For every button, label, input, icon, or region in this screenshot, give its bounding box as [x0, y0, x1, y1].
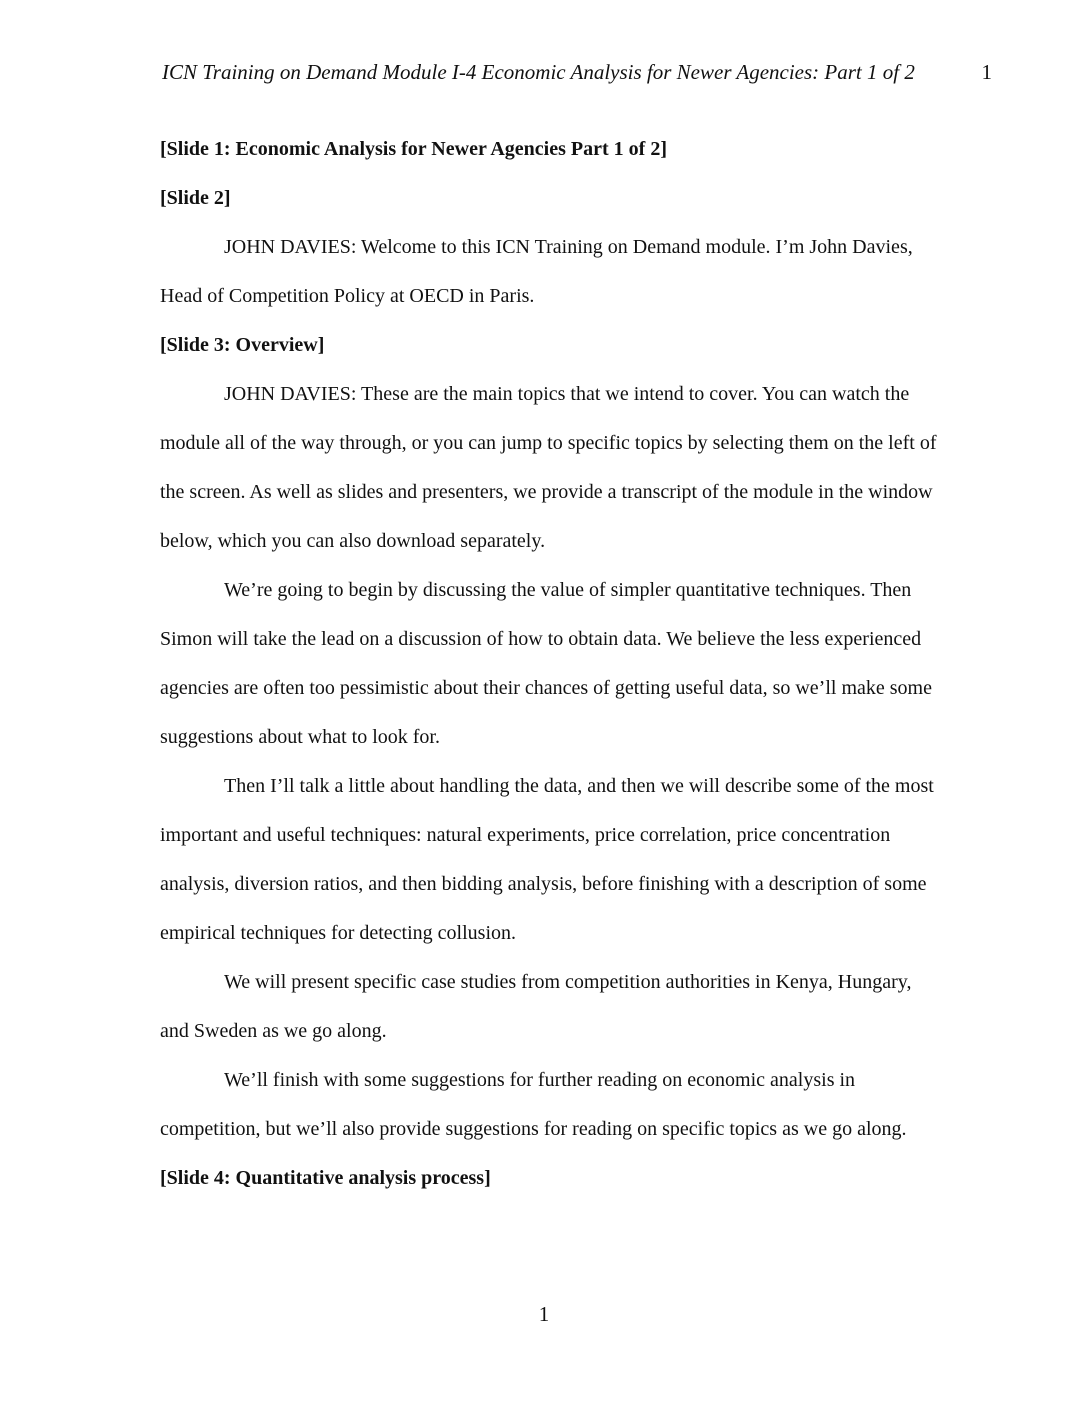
transcript-paragraph: Then I’ll talk a little about handling the data, and then we will describe some of the most important and useful techniques: natural experiments, price correlation, price concentration analysis, diversion ratios, and then bidding analysis, before finishing with a description of some empirical techniques for detecting collusion.: [160, 775, 934, 944]
slide-heading: [Slide 2]: [160, 187, 231, 209]
slide-heading: [Slide 1: Economic Analysis for Newer Agencies Part 1 of 2]: [160, 138, 667, 160]
transcript-paragraph: We’re going to begin by discussing the value of simpler quantitative techniques. Then Simon will take the lead on a discussion of how to obtain data. We believe the less experienced agencies are often too pessimistic about their chances of getting useful data, so we’ll make some suggestions about what to look for.: [160, 579, 932, 748]
slide-heading: [Slide 3: Overview]: [160, 334, 325, 356]
transcript-paragraph: JOHN DAVIES: These are the main topics that we intend to cover. You can watch the module all of the way through, or you can jump to specific topics by selecting them on the left of the screen. As well as slides and presenters, we provide a transcript of the module in the window below, which you can also download separately.: [160, 383, 937, 552]
transcript-paragraph: We will present specific case studies from competition authorities in Kenya, Hungary, and Sweden as we go along.: [160, 971, 912, 1042]
footer-page-number: 1: [538, 1302, 550, 1326]
header-title: ICN Training on Demand Module I-4 Economic Analysis for Newer Agencies: Part 1 of 2: [162, 60, 915, 84]
slide-heading: [Slide 4: Quantitative analysis process]: [160, 1167, 491, 1189]
transcript-paragraph: We’ll finish with some suggestions for further reading on economic analysis in competition, but we’ll also provide suggestions for reading on specific topics as we go along.: [160, 1069, 907, 1140]
running-header: [162, 60, 992, 92]
header-page-number: 1: [981, 60, 992, 84]
transcript-body: [160, 125, 940, 1203]
transcript-paragraph: JOHN DAVIES: Welcome to this ICN Training on Demand module. I’m John Davies, Head of Competition Policy at OECD in Paris.: [160, 236, 913, 307]
